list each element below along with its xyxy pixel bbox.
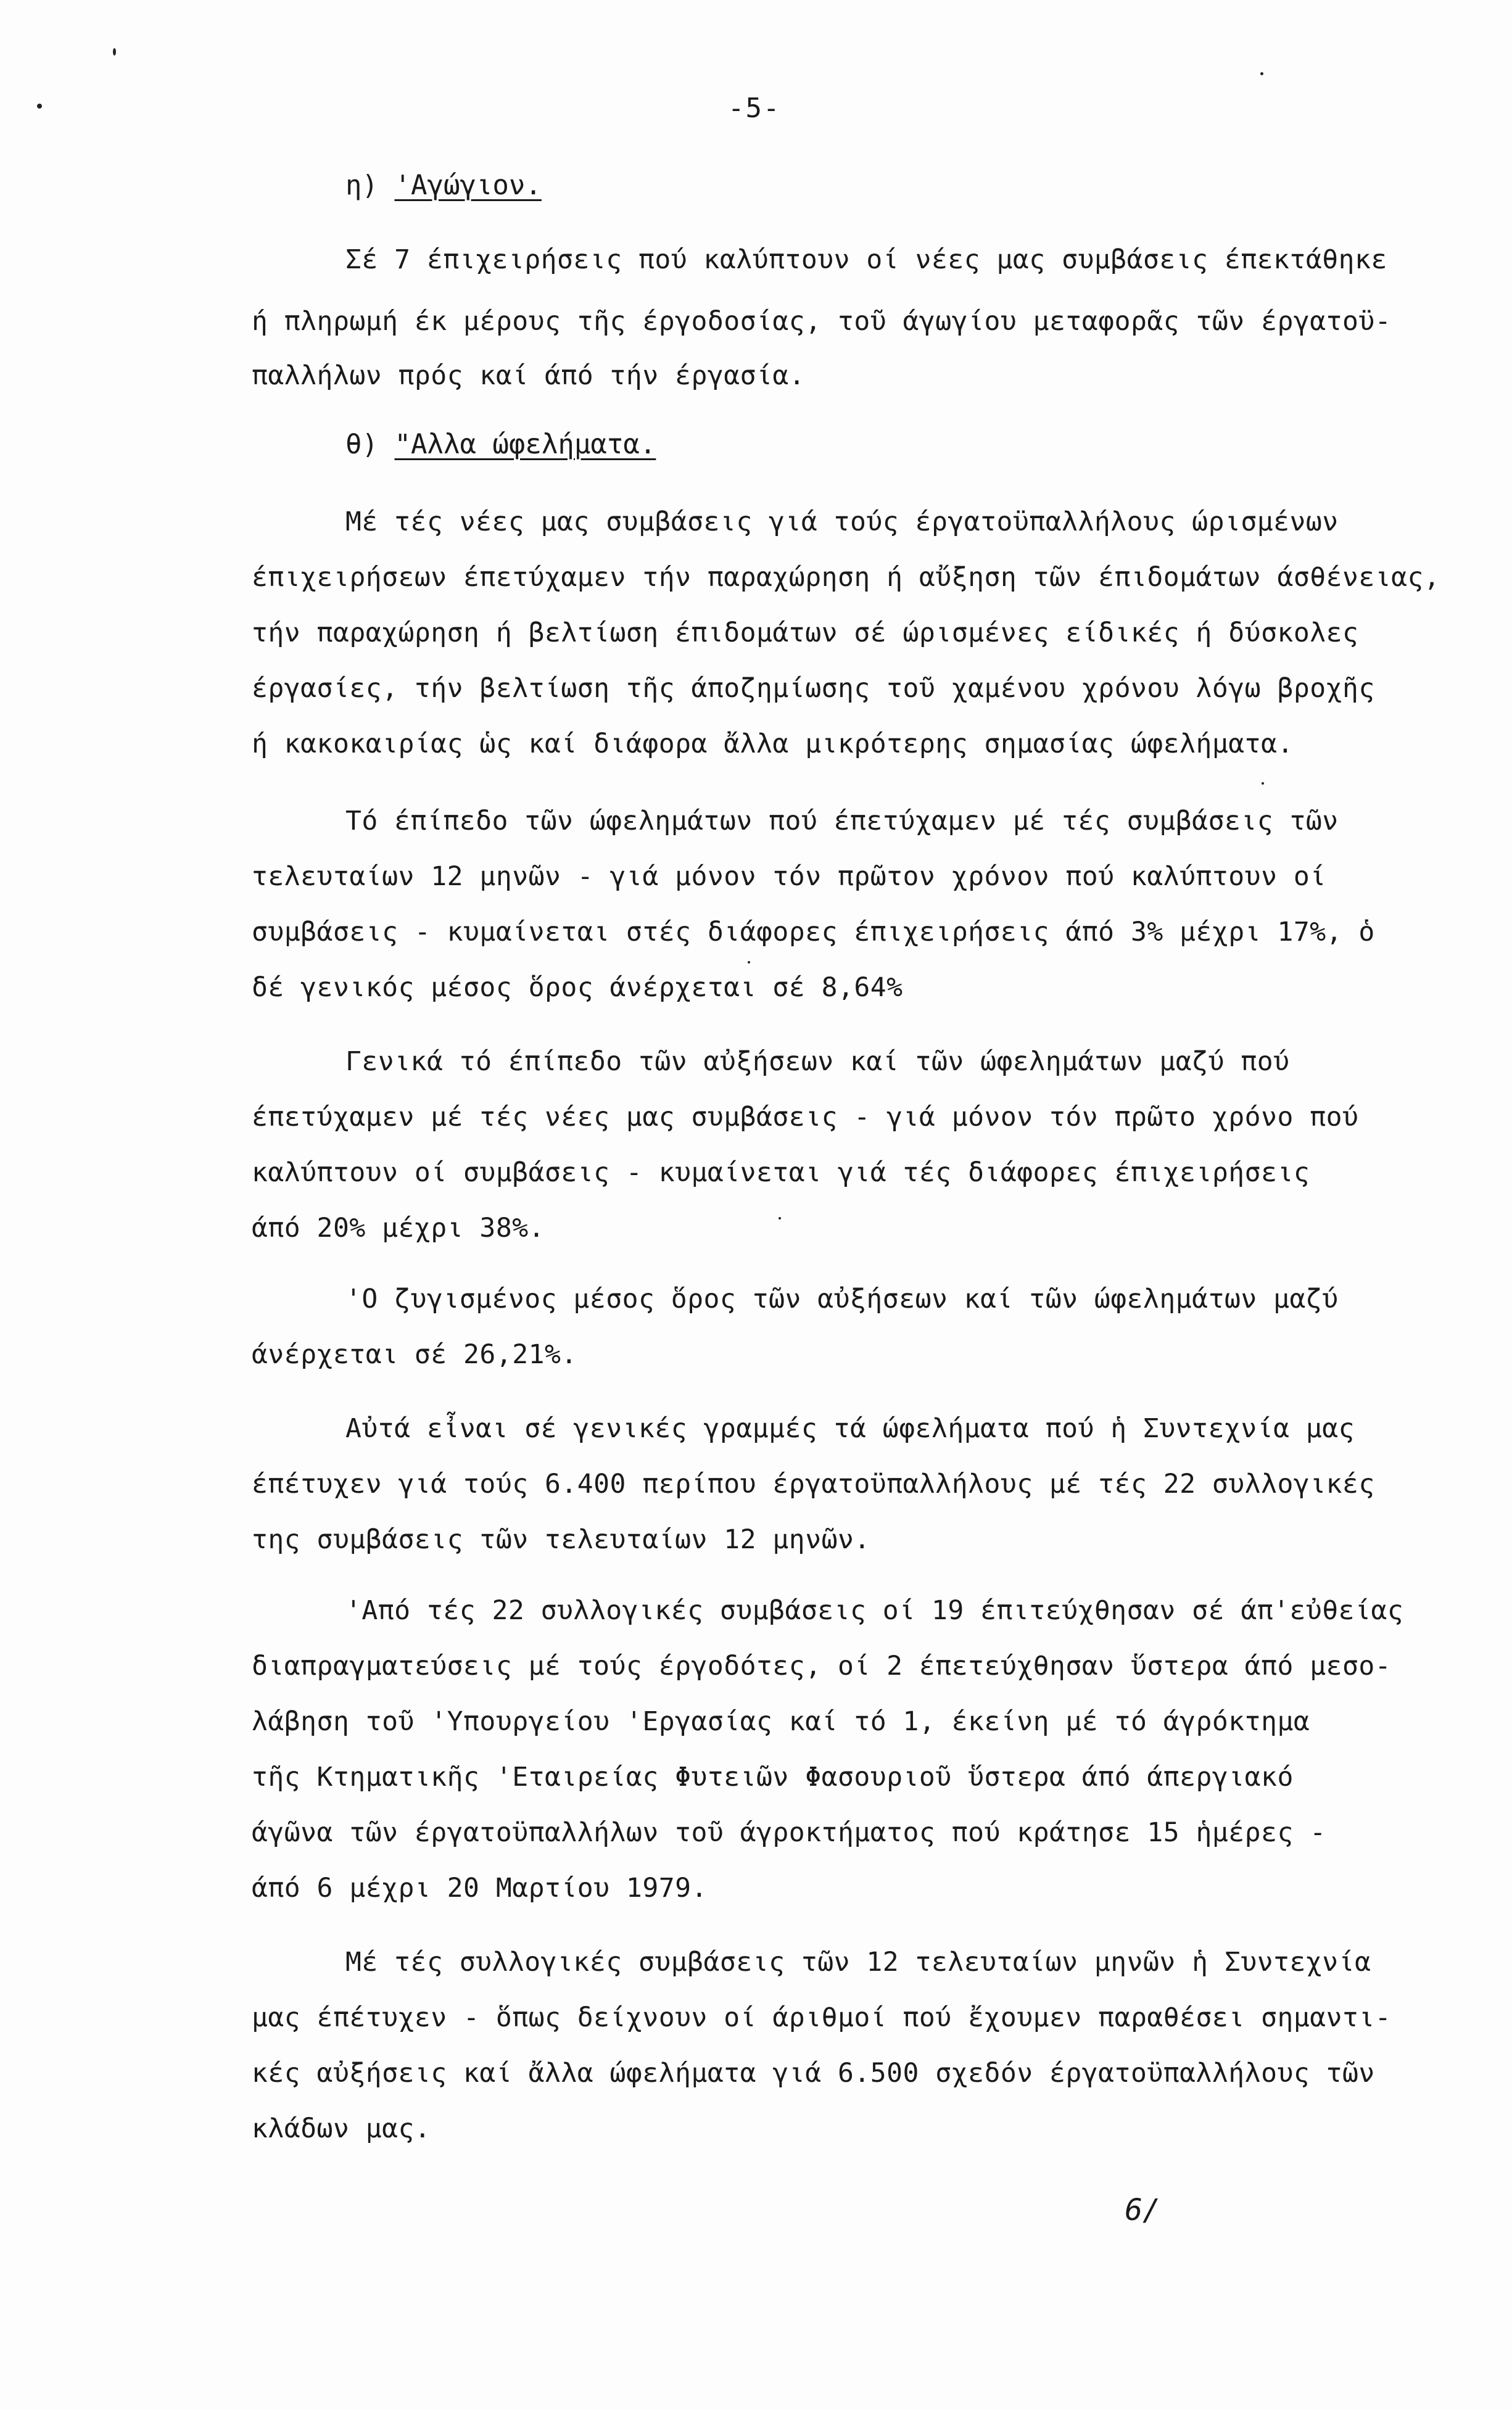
scan-speck bbox=[748, 961, 750, 964]
text-line: έπετύχαμεν μέ τές νέες μας συμβάσεις - γιά μόνον τόν πρῶτο χρόνο πού bbox=[252, 1102, 1359, 1133]
text-line: δέ γενικός μέσος ὅρος άνέρχεται σέ 8,64% bbox=[252, 972, 903, 1003]
text-line: τελευταίων 12 μηνῶν - γιά μόνον τόν πρῶτον χρόνον πού καλύπτουν οί bbox=[252, 861, 1326, 892]
text-line: Μέ τές συλλογικές συμβάσεις τῶν 12 τελευταίων μηνῶν ἡ Συντεχνία bbox=[345, 1947, 1371, 1978]
text-line: άπό 20% μέχρι 38%. bbox=[252, 1213, 545, 1244]
text-line: καλύπτουν οί συμβάσεις - κυμαίνεται γιά τές διάφορες έπιχειρήσεις bbox=[252, 1157, 1310, 1188]
text-line: 'Ο ζυγισμένος μέσος ὅρος τῶν αὐξήσεων καί τῶν ώφελημάτων μαζύ bbox=[345, 1284, 1339, 1314]
text-line: ή κακοκαιρίας ὡς καί διάφορα ἄλλα μικρότερης σημασίας ώφελήματα. bbox=[252, 728, 1294, 759]
text-line: παλλήλων πρός καί άπό τήν έργασία. bbox=[252, 360, 806, 391]
text-line: μας έπέτυχεν - ὅπως δείχνουν οί άριθμοί πού ἔχουμεν παραθέσει σημαντι- bbox=[252, 2002, 1392, 2033]
continuation-mark: 6/ bbox=[1125, 2193, 1160, 2227]
section-heading-theta bbox=[345, 429, 656, 460]
text-line: Αὐτά εἶναι σέ γενικές γραμμές τά ώφελήματα πού ἡ Συντεχνία μας bbox=[345, 1413, 1355, 1444]
text-line: Γενικά τό έπίπεδο τῶν αὐξήσεων καί τῶν ώφελημάτων μαζύ πού bbox=[345, 1046, 1290, 1077]
text-line: Μέ τές νέες μας συμβάσεις γιά τούς έργατοϋπαλλήλους ώρισμένων bbox=[345, 506, 1339, 537]
scan-speck bbox=[1260, 72, 1263, 75]
text-line: λάβηση τοῦ 'Υπουργείου 'Εργασίας καί τό 1, έκείνη μέ τό άγρόκτημα bbox=[252, 1706, 1310, 1737]
text-line: άγῶνα τῶν έργατοϋπαλλήλων τοῦ άγροκτήματος πού κράτησε 15 ἡμέρες - bbox=[252, 1817, 1326, 1848]
text-line: διαπραγματεύσεις μέ τούς έργοδότες, οί 2 έπετεύχθησαν ὕστερα άπό μεσο- bbox=[252, 1651, 1392, 1682]
text-line: κές αὐξήσεις καί ἄλλα ώφελήματα γιά 6.500 σχεδόν έργατοϋπαλλήλους τῶν bbox=[252, 2058, 1375, 2089]
text-line: έπέτυχεν γιά τούς 6.400 περίπου έργατοϋπαλλήλους μέ τές 22 συλλογικές bbox=[252, 1469, 1375, 1500]
page-number: -5- bbox=[728, 93, 781, 124]
scan-speck bbox=[1262, 782, 1264, 785]
section-title: 'Αγώγιον. bbox=[394, 170, 542, 201]
text-line: 'Από τές 22 συλλογικές συμβάσεις οί 19 έπιτεύχθησαν σέ άπ'εὐθείας bbox=[345, 1595, 1404, 1626]
text-line: κλάδων μας. bbox=[252, 2113, 431, 2144]
text-line: έπιχειρήσεων έπετύχαμεν τήν παραχώρηση ή αὔξηση τῶν έπιδομάτων άσθένειας, bbox=[252, 562, 1440, 593]
text-line: συμβάσεις - κυμαίνεται στές διάφορες έπιχειρήσεις άπό 3% μέχρι 17%, ὁ bbox=[252, 917, 1375, 947]
scan-speck bbox=[779, 1217, 781, 1219]
text-line: της συμβάσεις τῶν τελευταίων 12 μηνῶν. bbox=[252, 1524, 870, 1555]
section-marker: θ) bbox=[345, 429, 378, 460]
text-line: άπό 6 μέχρι 20 Μαρτίου 1979. bbox=[252, 1873, 708, 1904]
section-marker: η) bbox=[345, 170, 378, 201]
text-line: έργασίες, τήν βελτίωση τῆς άποζημίωσης τοῦ χαμένου χρόνου λόγω βροχῆς bbox=[252, 673, 1375, 704]
section-heading-eta bbox=[345, 170, 542, 201]
text-line: τῆς Κτηματικῆς 'Εταιρείας Φυτειῶν Φασουριοῦ ὕστερα άπό άπεργιακό bbox=[252, 1762, 1294, 1793]
text-line: άνέρχεται σέ 26,21%. bbox=[252, 1339, 577, 1370]
scan-speck bbox=[37, 104, 42, 109]
text-line: ή πληρωμή έκ μέρους τῆς έργοδοσίας, τοῦ άγωγίου μεταφορᾶς τῶν έργατοϋ- bbox=[252, 306, 1392, 337]
text-line: τήν παραχώρηση ή βελτίωση έπιδομάτων σέ ώρισμένες είδικές ή δύσκολες bbox=[252, 617, 1359, 648]
scan-speck bbox=[113, 48, 116, 56]
text-line: Τό έπίπεδο τῶν ώφελημάτων πού έπετύχαμεν μέ τές συμβάσεις τῶν bbox=[345, 806, 1339, 836]
text-line: Σέ 7 έπιχειρήσεις πού καλύπτουν οί νέες μας συμβάσεις έπεκτάθηκε bbox=[345, 244, 1387, 275]
section-title: "Αλλα ώφελήματα. bbox=[394, 429, 656, 460]
